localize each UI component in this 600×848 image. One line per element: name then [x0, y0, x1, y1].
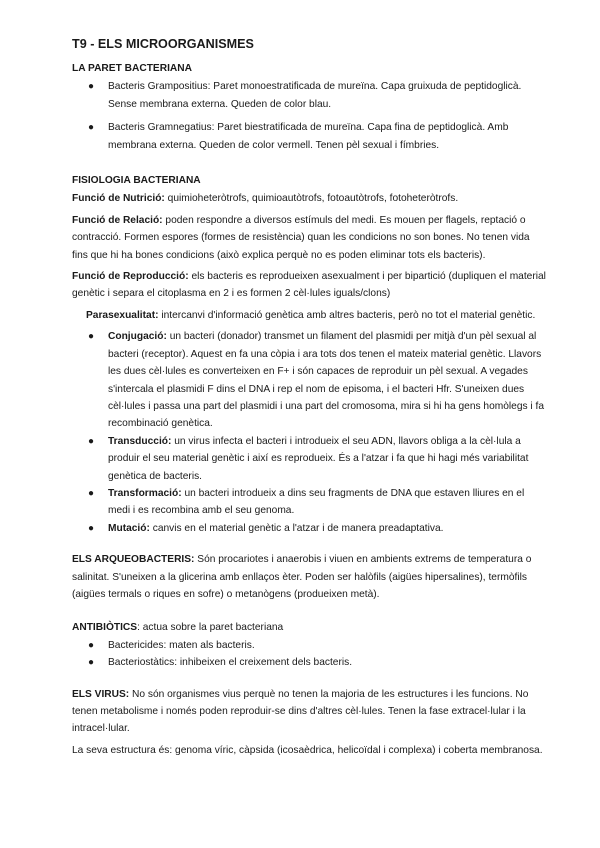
arqueo-label: ELS ARQUEOBACTERIS:	[72, 554, 195, 566]
relacio-label: Funció de Relació:	[72, 214, 163, 226]
nutricio-paragraph	[72, 190, 548, 207]
section-heading-fisiologia: FISIOLOGIA BACTERIANA	[72, 175, 201, 187]
list-item-text: Bacteriostàtics: inhibeixen el creixement dels bacteris.	[108, 657, 353, 669]
bullet-icon: ●	[88, 122, 95, 134]
mechanism-label: Transformació:	[108, 487, 182, 499]
list-item	[72, 328, 548, 432]
bullet-icon: ●	[88, 435, 95, 447]
arqueo-text: Són procariotes i anaerobis i viuen en ambients extrems de temperatura o salinitat. S'uneixen a la glicerina amb enllaços èter. Poden ser halòfils (aigües hipersalines), termòfils (aigües termals o riques en sofre) o metanògens (produeixen metà).	[72, 554, 532, 600]
mechanism-label: Conjugació:	[108, 331, 167, 343]
bullet-icon: ●	[88, 81, 95, 93]
bullet-icon: ●	[88, 487, 95, 499]
mechanism-label: Mutació:	[108, 522, 150, 534]
nutricio-label: Funció de Nutrició:	[72, 193, 165, 205]
reproduccio-paragraph	[72, 268, 548, 303]
reproduccio-label: Funció de Reproducció:	[72, 271, 189, 283]
mechanism-text: un bacteri introdueix a dins seu fragments de DNA que estaven lliures en el medi i es recombina amb el seu genoma.	[108, 487, 525, 517]
list-item-text: Bacteris Grampositius: Paret monoestratificada de mureïna. Capa gruixuda de peptidoglicà. Sense membrana externa. Queden de color blau.	[108, 81, 522, 110]
mechanism-label: Transducció:	[108, 435, 172, 447]
paret-list	[72, 78, 548, 154]
mechanisms-list	[72, 328, 548, 537]
antibiotics-list	[72, 637, 548, 672]
list-item	[72, 78, 548, 113]
bullet-icon: ●	[88, 522, 95, 534]
virus-structure-paragraph: La seva estructura és: genoma víric, càpsida (icosaèdrica, helicoïdal i complexa) i coberta membranosa.	[72, 744, 543, 756]
list-item-text: Bactericides: maten als bacteris.	[108, 639, 255, 651]
antibiotics-label: ANTIBIÒTICS	[72, 622, 138, 634]
antibiotics-text: : actua sobre la paret bacteriana	[137, 622, 284, 634]
bullet-icon: ●	[88, 639, 95, 651]
mechanism-text: canvis en el material genètic a l'atzar i de manera preadaptativa.	[149, 522, 444, 534]
reproduccio-text: els bacteris es reprodueixen asexualment i per bipartició (dupliquen el material genètic i separa el citoplasma en 2 i es formen 2 cèl·lules iguals/clons)	[72, 271, 546, 300]
virus-text: No són organismes vius perquè no tenen la majoria de les estructures i les funcions. No tenen metabolisme i només poden reproduir-se dins d'altres cèl·lules. Tenen la fase extracel·lular i la intracel·lular.	[72, 688, 529, 735]
list-item	[72, 654, 548, 671]
list-item	[72, 485, 548, 520]
section-heading-paret: LA PARET BACTERIANA	[72, 63, 192, 74]
page-title: T9 - ELS MICROORGANISMES	[72, 37, 254, 51]
list-item	[72, 119, 548, 154]
list-item-text: Bacteris Gramnegatius: Paret biestratificada de mureïna. Capa fina de peptidoglicà. Amb membrana externa. Queden de color vermell. Tenen pèl sexual i fímbries.	[108, 122, 509, 151]
virus-label: ELS VIRUS:	[72, 688, 130, 700]
parasexualitat-paragraph	[72, 307, 548, 324]
relacio-text: poden respondre a diversos estímuls del medi. Es mouen per flagels, reptació o contracció. Formen espores (formes de resistència) quan les condicions no son bones. No tenen vida fins que hi ha bones condicions (això explica perquè no es poden eliminar tots els bacteris).	[72, 214, 530, 261]
bullet-icon: ●	[88, 657, 95, 669]
list-item	[72, 520, 548, 537]
antibiotics-paragraph	[72, 619, 548, 636]
nutricio-text: quimioheteròtrofs, quimioautòtrofs, fotoautòtrofs, fotoheteròtrofs.	[164, 193, 459, 205]
parasexualitat-text: intercanvi d'informació genètica amb altres bacteris, però no tot el material genètic.	[158, 309, 536, 321]
list-item	[72, 637, 548, 654]
relacio-paragraph	[72, 212, 548, 264]
arqueo-paragraph	[72, 551, 548, 603]
mechanism-text: un bacteri (donador) transmet un filament del plasmidi per mitjà d'un pèl sexual al bacteri (receptor). Aquest en fa una còpia i ara tots dos tenen el mateix material genètic. Llavors les dues cèl·lules es converteixen en F+ i són capaces de reproduir un pèl sexual. A vegades s'intercala el plasmidi F dins el DNA i rep el nom de episoma, i el bacteri Hfr. S'uneixen dues cèl·lules i passa una part del plasmidi i una part del cromosoma, mira si hi ha gens homòlegs i fa recombinació genètica.	[108, 331, 545, 430]
virus-paragraph	[72, 686, 548, 738]
list-item	[72, 433, 548, 485]
parasexualitat-label: Parasexualitat:	[86, 309, 159, 321]
document-content	[72, 36, 548, 763]
mechanism-text: un virus infecta el bacteri i introdueix el seu ADN, llavors obliga a la cèl·lula a produir el seu material genètic i així es reprodueix. És a l'atzar i fa que hi hagi més variabilitat genètica de bacteris.	[108, 435, 529, 482]
bullet-icon: ●	[88, 331, 95, 343]
